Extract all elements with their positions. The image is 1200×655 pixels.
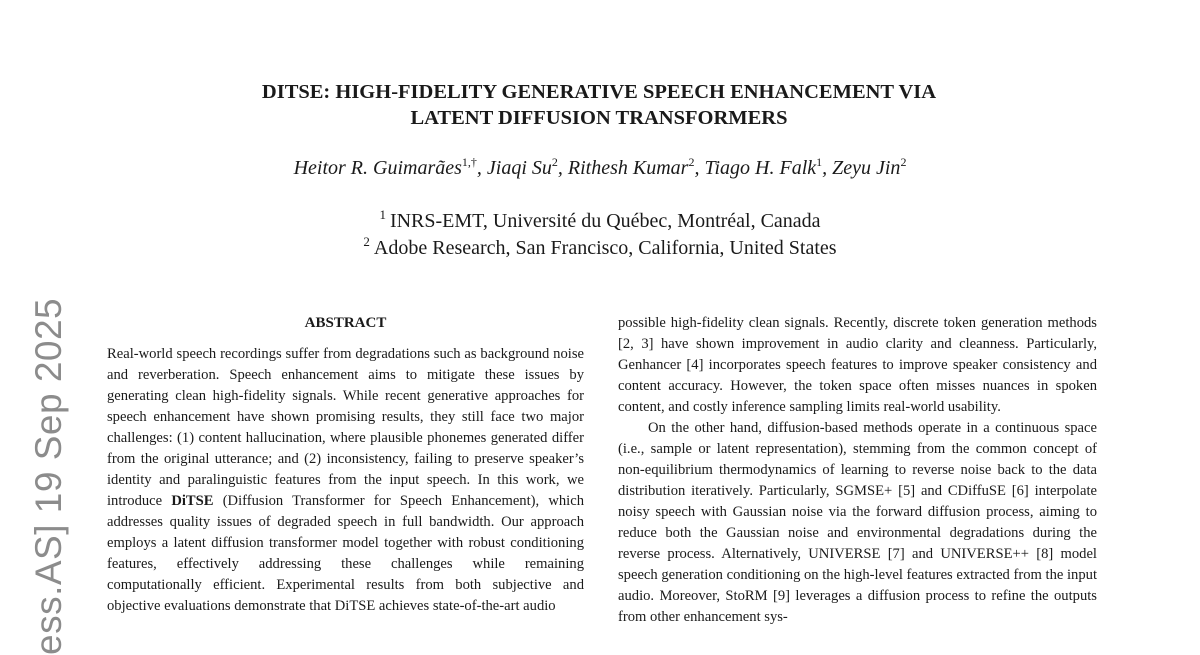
author-affil-mark: 2 (688, 155, 695, 169)
author-affil-mark: 1 (816, 155, 823, 169)
abstract-column (107, 313, 584, 617)
author-affil-mark: 1,† (461, 155, 477, 169)
affiliation-mark: 1 (379, 207, 386, 222)
abstract-text-part-1: Real-world speech recordings suffer from degradations such as background noise and reverberation. Speech enhancement aims to mitigate these issues by generating clean high-fidelity signals. While recent generative approaches for speech enhancement have shown promising results, they still face two major challenges: (1) content hallucination, where plausible phonemes generated differ from the original utterance; and (2) inconsistency, failing to preserve speaker’s identity and paralinguistic features from the input speech. In this work, we introduce (107, 346, 584, 509)
affiliation-2 (0, 235, 1200, 262)
abstract-heading: ABSTRACT (304, 315, 387, 331)
author-list: Heitor R. Guimarães$^{1,\dagger}$, Jiaqi Su$^2$, Rithesh Kumar$^2$, Tiago H. Falk$^1$, Zeyu Jin$^2$ (293, 155, 907, 179)
intro-paragraph-1: possible high-fidelity clean signals. Recently, discrete token generation methods [2, 3] have shown improvement in audio clarity and cleanness. Particularly, Genhancer [4] incorporates speech features to improve speaker consistency and content accuracy. However, the token space often misses nuances in spoken content, and costly inference sampling limits real-world usability. (618, 315, 1097, 415)
author-name: Tiago H. Falk (704, 157, 817, 179)
abstract-body (107, 344, 584, 617)
author-name: Rithesh Kumar (567, 157, 689, 179)
title-line-2: LATENT DIFFUSION TRANSFORMERS (410, 107, 788, 129)
affiliation-list (0, 208, 1200, 262)
abstract-bold-term: DiTSE (171, 493, 214, 509)
affiliation-1 (0, 208, 1200, 235)
affiliation-text: INRS-EMT, Université du Québec, Montréal, Canada (389, 210, 821, 232)
author-affil-mark: 2 (551, 155, 558, 169)
paper-title (0, 79, 1200, 131)
author-name: Heitor R. Guimarães (293, 157, 462, 179)
arxiv-identifier-stamp: ess.AS] 19 Sep 2025 (28, 297, 69, 655)
affiliation-text: Adobe Research, San Francisco, California, United States (373, 237, 837, 259)
intro-column (618, 313, 1097, 628)
intro-paragraph-2: On the other hand, diffusion-based methods operate in a continuous space (i.e., sample or latent representation), stemming from the common concept of non-equilibrium thermodynamics of learning to reverse noise back to the data distribution iteratively. Particularly, SGMSE+ [5] and CDiffuSE [6] interpolate noisy speech with Gaussian noise via the forward diffusion process, aiming to reduce both the Gaussian noise and environmental degradations during the reverse process. Alternatively, UNIVERSE [7] and UNIVERSE++ [8] model speech generation conditioning on the high-level features extracted from the input audio. Moreover, StoRM [9] leverages a diffusion process to refine the outputs from other enhancement sys- (618, 420, 1097, 625)
title-line-1: DITSE: HIGH-FIDELITY GENERATIVE SPEECH ENHANCEMENT VIA (261, 81, 937, 103)
author-affil-mark: 2 (900, 155, 907, 169)
author-name: Jiaqi Su (486, 157, 552, 179)
affiliation-mark: 2 (363, 234, 370, 249)
abstract-text-part-2: (Diffusion Transformer for Speech Enhancement), which addresses quality issues of degraded speech in full bandwidth. Our approach employs a latent diffusion transformer model together with robust conditioning features, effectively addressing these challenges while remaining computationally efficient. Experimental results from both subjective and objective evaluations demonstrate that DiTSE achieves state-of-the-art audio (107, 493, 585, 614)
author-name: Zeyu Jin (832, 157, 901, 179)
